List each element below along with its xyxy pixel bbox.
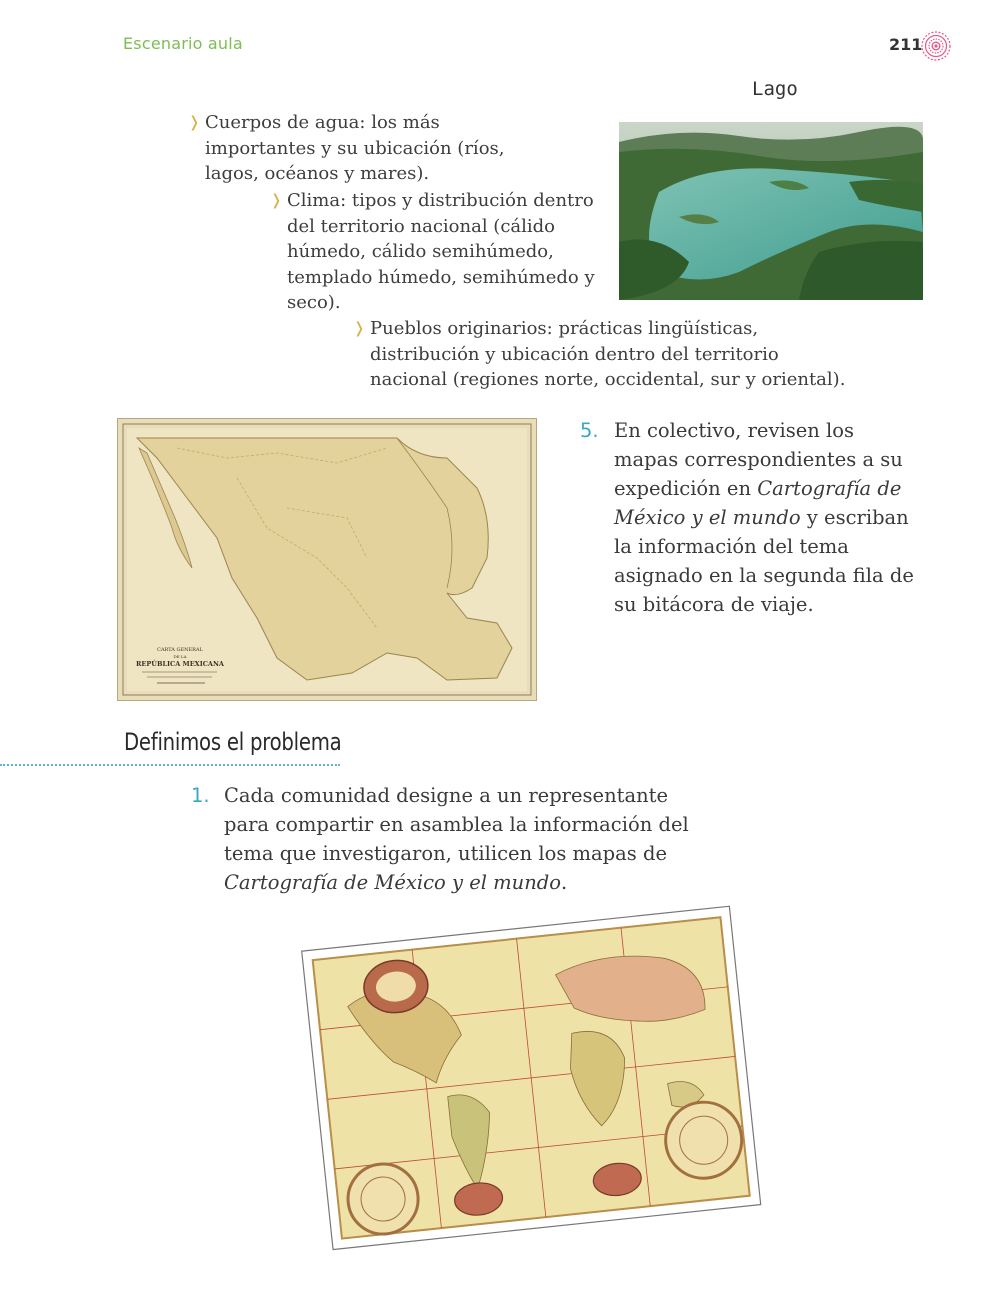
instruction-step-1 [191, 781, 714, 897]
bullet-climate [270, 188, 607, 316]
map-title-line1: CARTA GENERAL [157, 647, 203, 653]
step-number: 5. [580, 419, 599, 442]
section-divider [0, 764, 340, 766]
map-title-line2: DE LA [173, 654, 187, 659]
map-title-line3: REPÚBLICA MEXICANA [136, 660, 224, 668]
step-number: 1. [191, 784, 210, 807]
bullet-bodies-of-water [188, 110, 535, 187]
step-text-after: y escriban la información del tema asignado en la segunda fila de su bitácora de viaje. [614, 506, 914, 616]
book-title: Cartografía de México y el mundo [224, 871, 561, 894]
section-heading: Definimos el problema [124, 728, 342, 756]
bullet-arrow-icon: ❭ [270, 191, 283, 209]
section-label: Escenario aula [123, 34, 243, 53]
antique-world-map [296, 898, 764, 1254]
photo-caption: Lago [752, 78, 798, 100]
concentric-circle-ornament-icon [920, 30, 952, 62]
instruction-step-5 [580, 416, 924, 619]
page-number: 211 [889, 35, 923, 54]
lake-photo [619, 122, 923, 300]
bullet-arrow-icon: ❭ [188, 113, 201, 131]
bullet-text: Pueblos originarios: prácticas lingüísticas, distribución y ubicación dentro del territorio nacional (regiones norte, occidental, sur y oriental). [370, 318, 846, 390]
step-text-before: En colectivo, revisen los mapas correspondientes a su expedición en [614, 419, 903, 500]
step-text-before: Cada comunidad designe a un representante para compartir en asamblea la información del tema que investigaron, utilicen los mapas de [224, 784, 689, 865]
step-text-after: . [561, 871, 568, 894]
book-title: Cartografía de México y el mundo [614, 477, 902, 529]
bullet-text: Clima: tipos y distribución dentro del territorio nacional (cálido húmedo, cálido semihúmedo, templado húmedo, semihúmedo y seco). [287, 190, 595, 313]
mexico-historical-map [117, 418, 537, 701]
bullet-indigenous-peoples [353, 316, 860, 393]
bullet-text: Cuerpos de agua: los más importantes y su ubicación (ríos, lagos, océanos y mares). [205, 112, 505, 184]
bullet-arrow-icon: ❭ [353, 319, 366, 337]
